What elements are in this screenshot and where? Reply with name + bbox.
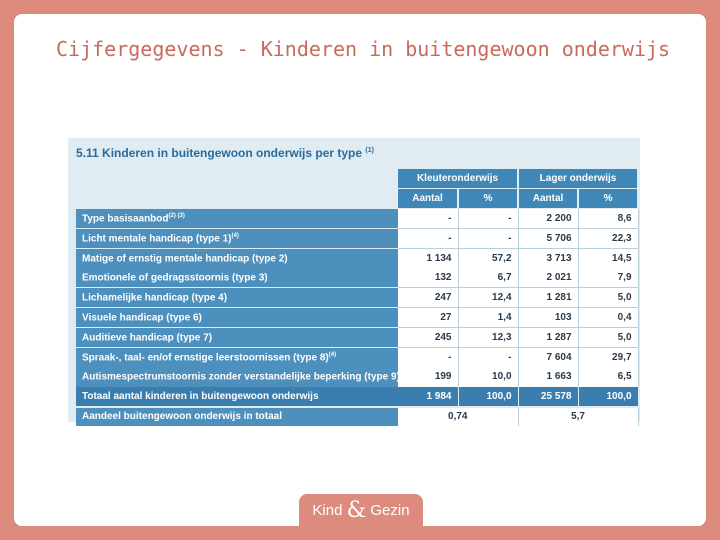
total-value: 1 984 [398, 387, 458, 407]
table-row [76, 268, 638, 288]
cell-value: 12,3 [458, 327, 518, 347]
header-blank [76, 189, 398, 209]
cell-value: 0,4 [578, 308, 638, 328]
cell-value: 10,0 [458, 367, 518, 387]
table-caption [76, 146, 374, 160]
header-percent: % [458, 189, 518, 209]
table-caption-note: (1) [365, 147, 374, 154]
share-label: Aandeel buitengewoon onderwijs in totaal [76, 407, 398, 427]
share-value-lager: 5,7 [518, 407, 638, 427]
share-value-kleuter: 0,74 [398, 407, 518, 427]
cell-value: 2 021 [518, 268, 578, 288]
cell-value: 3 713 [518, 248, 578, 268]
table-row [76, 327, 638, 347]
cell-value: 14,5 [578, 248, 638, 268]
table-row [76, 228, 638, 248]
cell-value: - [458, 347, 518, 367]
logo-text-kind: Kind [312, 502, 343, 519]
cell-value: 5 706 [518, 228, 578, 248]
table-share-row [76, 407, 638, 427]
table-row [76, 288, 638, 308]
table-row [76, 347, 638, 367]
table-group-header-row [76, 169, 638, 189]
table-row [76, 248, 638, 268]
row-label: Auditieve handicap (type 7) [76, 327, 398, 347]
row-label: Type basisaanbod$^{(2) (3)}$ [76, 209, 398, 229]
logo-ampersand: & [346, 498, 367, 523]
cell-value: 8,6 [578, 209, 638, 229]
cell-value: - [458, 209, 518, 229]
row-label: Autismespectrumstoornis zonder verstandelijke beperking (type 9)$^{(5)}$ [76, 367, 398, 387]
cell-value: 22,3 [578, 228, 638, 248]
table-row [76, 308, 638, 328]
cell-value: 12,4 [458, 288, 518, 308]
data-table [76, 169, 639, 426]
total-value: 25 578 [518, 387, 578, 407]
cell-value: - [458, 228, 518, 248]
row-label: Lichamelijke handicap (type 4) [76, 288, 398, 308]
cell-value: - [398, 228, 458, 248]
cell-value: 6,7 [458, 268, 518, 288]
total-value: 100,0 [578, 387, 638, 407]
row-label: Spraak-, taal- en/of ernstige leerstoornissen (type 8)$^{(4)}$ [76, 347, 398, 367]
row-label: Visuele handicap (type 6) [76, 308, 398, 328]
row-label: Matige of ernstig mentale handicap (type 2) [76, 248, 398, 268]
cell-value: 1 134 [398, 248, 458, 268]
total-value: 100,0 [458, 387, 518, 407]
row-label: Emotionele of gedragsstoornis (type 3) [76, 268, 398, 288]
table-row [76, 209, 638, 229]
cell-value: 1 287 [518, 327, 578, 347]
cell-value: 29,7 [578, 347, 638, 367]
header-blank [76, 169, 398, 189]
cell-value: 1 663 [518, 367, 578, 387]
table-caption-text: 5.11 Kinderen in buitengewoon onderwijs per type [76, 146, 363, 160]
logo-text-gezin: Gezin [370, 502, 410, 519]
cell-value: 27 [398, 308, 458, 328]
cell-value: 7,9 [578, 268, 638, 288]
statistics-table-image [68, 138, 640, 422]
header-aantal: Aantal [518, 189, 578, 209]
cell-value: 1 281 [518, 288, 578, 308]
header-percent: % [578, 189, 638, 209]
cell-value: 103 [518, 308, 578, 328]
cell-value: 245 [398, 327, 458, 347]
table-body [76, 209, 638, 427]
cell-value: 199 [398, 367, 458, 387]
slide-title: Cijfergegevens - Kinderen in buitengewoon onderwijs [56, 37, 671, 61]
table-row [76, 367, 638, 387]
cell-value: 5,0 [578, 327, 638, 347]
cell-value: 6,5 [578, 367, 638, 387]
slide [14, 14, 706, 526]
cell-value: 7 604 [518, 347, 578, 367]
kind-en-gezin-logo [299, 494, 423, 526]
cell-value: 2 200 [518, 209, 578, 229]
header-lager-onderwijs: Lager onderwijs [518, 169, 638, 189]
cell-value: - [398, 209, 458, 229]
row-label: Licht mentale handicap (type 1)$^{(4)}$ [76, 228, 398, 248]
cell-value: 1,4 [458, 308, 518, 328]
header-aantal: Aantal [398, 189, 458, 209]
cell-value: - [398, 347, 458, 367]
cell-value: 247 [398, 288, 458, 308]
cell-value: 132 [398, 268, 458, 288]
table-total-row [76, 387, 638, 407]
header-kleuteronderwijs: Kleuteronderwijs [398, 169, 518, 189]
total-label: Totaal aantal kinderen in buitengewoon onderwijs [76, 387, 398, 407]
cell-value: 57,2 [458, 248, 518, 268]
cell-value: 5,0 [578, 288, 638, 308]
table-sub-header-row [76, 189, 638, 209]
